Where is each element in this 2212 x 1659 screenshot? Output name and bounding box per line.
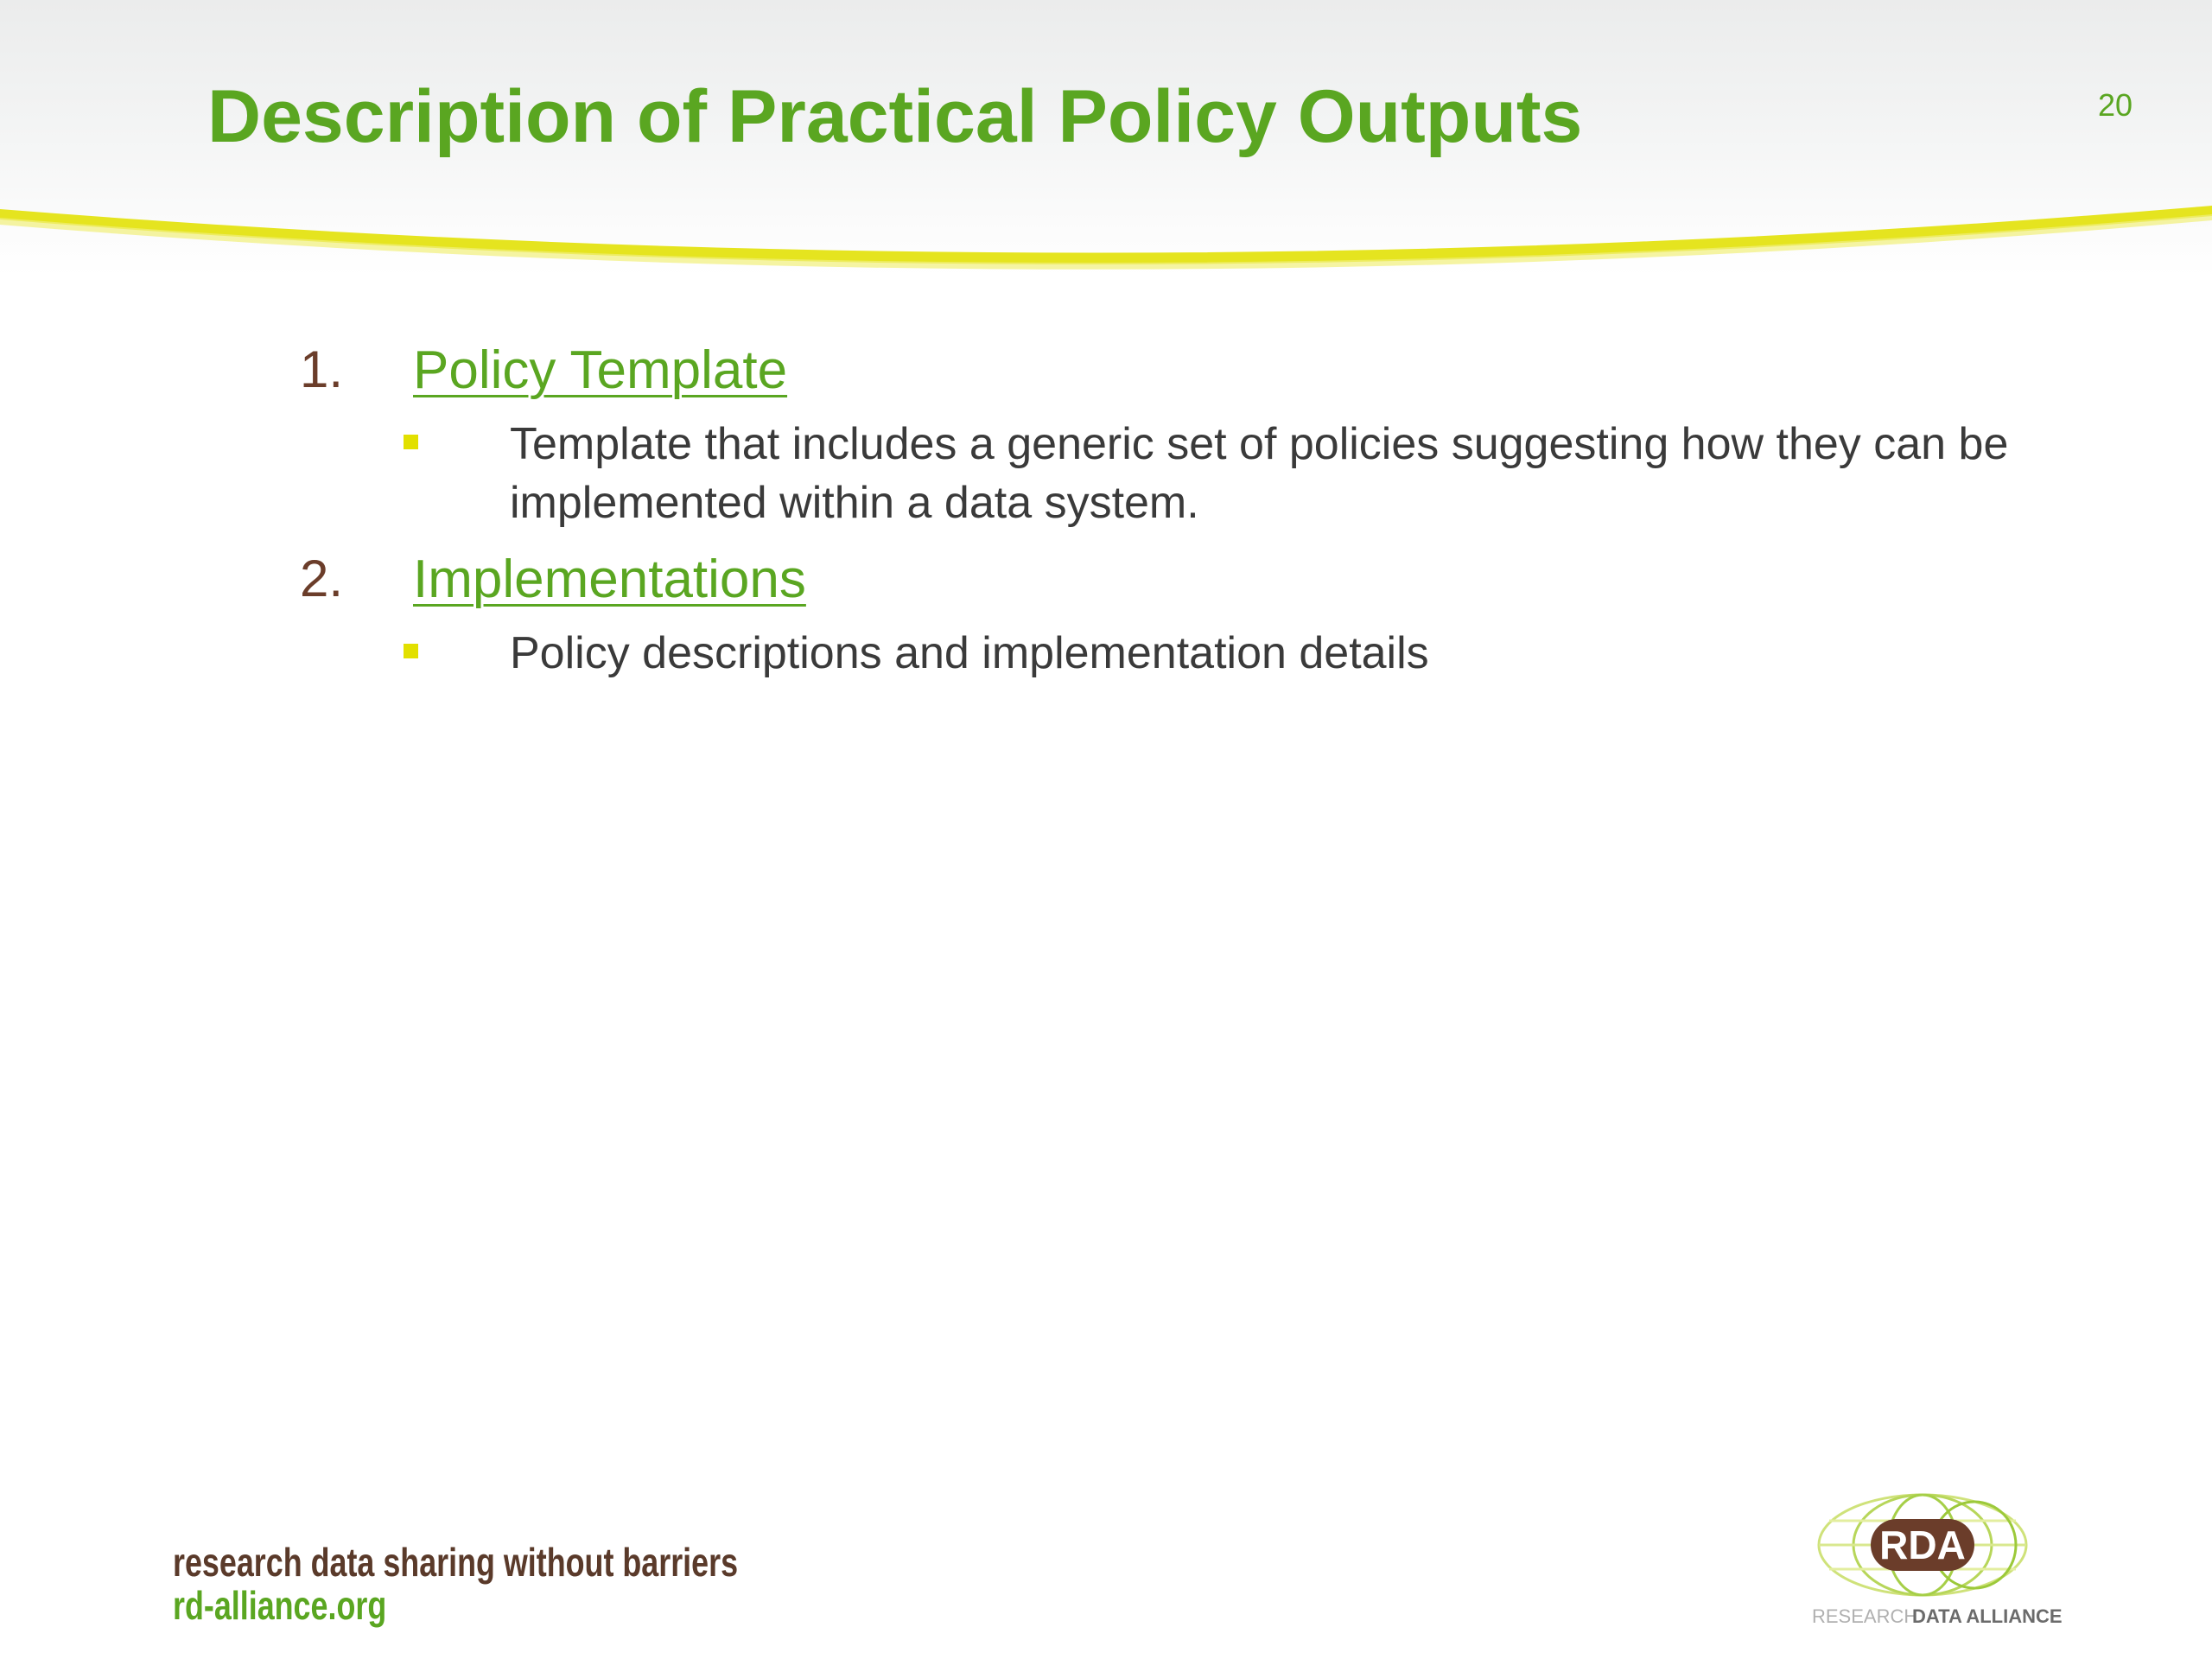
bullet-icon (404, 644, 418, 658)
logo-name-light: RESEARCH (1812, 1605, 1918, 1627)
bullet-icon (404, 435, 418, 449)
item-number: 2. (300, 550, 344, 607)
logo-name-bold: DATA ALLIANCE (1912, 1605, 2063, 1627)
item-number: 1. (300, 340, 344, 398)
item-link-policy-template[interactable]: Policy Template (413, 340, 788, 400)
rda-logo (1810, 1486, 2063, 1633)
footer-tagline: research data sharing without barriers (173, 1540, 739, 1585)
slide-title: Description of Practical Policy Outputs (207, 75, 1583, 158)
item-description: Policy descriptions and implementation details (510, 628, 1429, 678)
yellow-swoosh (0, 173, 2212, 294)
item-link-implementations[interactable]: Implementations (413, 550, 806, 609)
item-description: Template that includes a generic set of policies suggesting how they can be implemented within a data system. (510, 419, 2009, 528)
logo-mark: RDA (1879, 1522, 1966, 1567)
footer-website[interactable]: rd-alliance.org (173, 1583, 387, 1628)
page-number: 20 (2098, 87, 2133, 123)
